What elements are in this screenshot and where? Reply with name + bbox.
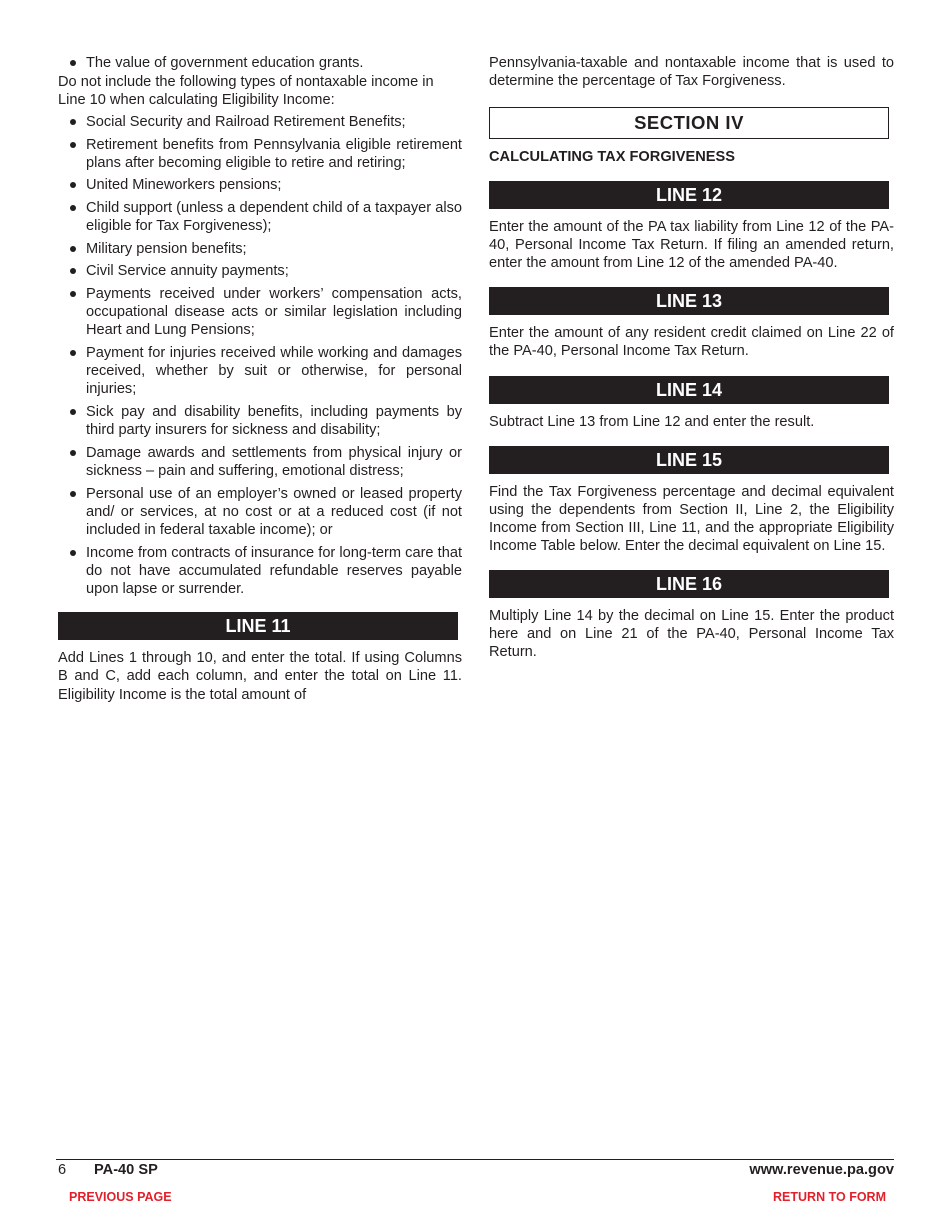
list-item: United Mineworkers pensions; bbox=[58, 176, 462, 194]
line-13-heading: LINE 13 bbox=[489, 287, 889, 315]
form-name: PA-40 SP bbox=[94, 1162, 158, 1178]
line-16-heading: LINE 16 bbox=[489, 570, 889, 598]
list-item: Damage awards and settlements from physical injury or sickness – pain and suffering, emotional distress; bbox=[58, 444, 462, 480]
line-14-text: Subtract Line 13 from Line 12 and enter the result. bbox=[489, 413, 815, 430]
return-to-form-link[interactable]: RETURN TO FORM bbox=[773, 1190, 886, 1204]
page-number: 6 bbox=[58, 1162, 67, 1178]
list-item: Social Security and Railroad Retirement Benefits; bbox=[58, 113, 462, 131]
section-iv-subtitle: CALCULATING TAX FORGIVENESS bbox=[489, 149, 735, 166]
section-iv-heading: SECTION IV bbox=[489, 107, 889, 139]
list-item: Payment for injuries received while working and damages received, whether by suit or otherwise, for personal injuries; bbox=[58, 344, 462, 399]
previous-page-link[interactable]: PREVIOUS PAGE bbox=[69, 1190, 172, 1204]
line-12-heading: LINE 12 bbox=[489, 181, 889, 209]
list-item: Income from contracts of insurance for long-term care that do not have accumulated refundable reserves payable upon lapse or surrender. bbox=[58, 544, 462, 599]
right-column bbox=[489, 54, 894, 661]
line-11-text: Add Lines 1 through 10, and enter the total. If using Columns B and C, add each column, and enter the total on Line 11. Eligibility Income is the total amount of bbox=[58, 650, 462, 703]
education-grants-list bbox=[58, 54, 462, 72]
line-13-text: Enter the amount of any resident credit claimed on Line 22 of the PA-40, Personal Income Tax Return. bbox=[489, 325, 894, 360]
exclusions-list bbox=[58, 113, 462, 598]
exclusions-intro: Do not include the following types of nontaxable income in Line 10 when calculating Eligibility Income: bbox=[58, 73, 434, 108]
list-item: Civil Service annuity payments; bbox=[58, 262, 462, 280]
list-item: Personal use of an employer’s owned or leased property and/ or services, at no cost or at a reduced cost (if not included in federal taxable income); or bbox=[58, 485, 462, 540]
list-item: Sick pay and disability benefits, including payments by third party insurers for sickness and disability; bbox=[58, 403, 462, 439]
line-15-heading: LINE 15 bbox=[489, 446, 889, 474]
website-url: www.revenue.pa.gov bbox=[749, 1162, 894, 1178]
footer-divider bbox=[56, 1159, 894, 1160]
line-16-text: Multiply Line 14 by the decimal on Line 15. Enter the product here and on Line 21 of the PA-40, Personal Income Tax Return. bbox=[489, 607, 894, 661]
list-item: Retirement benefits from Pennsylvania eligible retirement plans after becoming eligible to retire and retiring; bbox=[58, 136, 462, 172]
line-14-heading: LINE 14 bbox=[489, 376, 889, 404]
list-item: Military pension benefits; bbox=[58, 240, 462, 258]
line-12-text: Enter the amount of the PA tax liability from Line 12 of the PA-40, Personal Income Tax Return. If filing an amended return, enter the amount from Line 12 of the amended PA-40. bbox=[489, 218, 894, 272]
list-item: The value of government education grants. bbox=[58, 54, 462, 72]
left-column bbox=[58, 54, 462, 704]
line-11-heading: LINE 11 bbox=[58, 612, 458, 640]
list-item: Child support (unless a dependent child of a taxpayer also eligible for Tax Forgiveness); bbox=[58, 199, 462, 235]
line-15-text: Find the Tax Forgiveness percentage and decimal equivalent using the dependents from Section II, Line 2, the Eligibility Income from Section III, Line 11, and the appropriate Eligibility Income Table below. Enter the decimal equivalent on Line 15. bbox=[489, 483, 894, 555]
eligibility-continued-text: Pennsylvania-taxable and nontaxable income that is used to determine the percentage of Tax Forgiveness. bbox=[489, 55, 894, 90]
list-item: Payments received under workers’ compensation acts, occupational disease acts or similar legislation including Heart and Lung Pensions; bbox=[58, 285, 462, 340]
